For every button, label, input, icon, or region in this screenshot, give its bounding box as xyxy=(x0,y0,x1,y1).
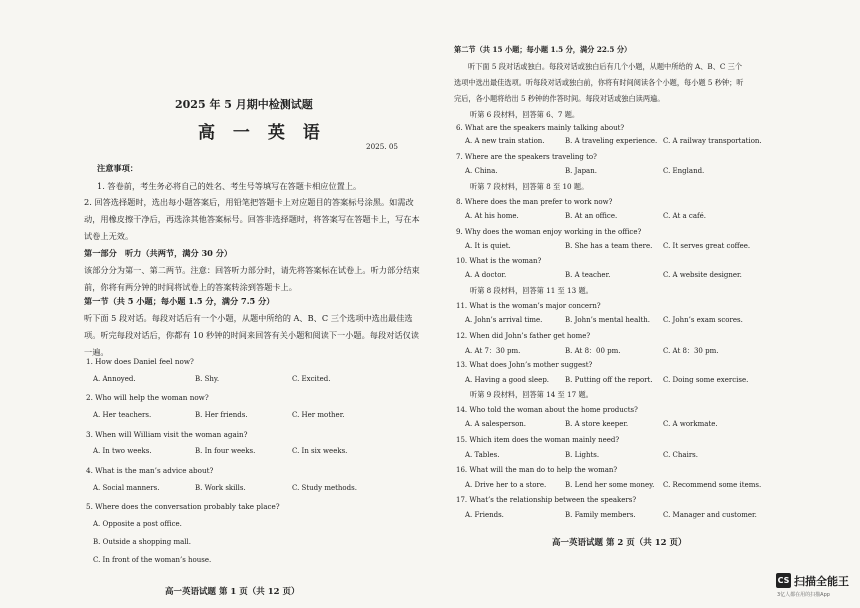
question: 10. What is the woman? xyxy=(456,257,542,265)
option-a: A. In two weeks. xyxy=(93,447,152,455)
material-instruction: 听第 6 段材料，回答第 6、7 题。 xyxy=(470,110,580,119)
option-a: A. A doctor. xyxy=(465,271,507,279)
option-b: B. Putting off the report. xyxy=(565,376,653,384)
option-c: C. Chairs. xyxy=(663,451,698,459)
option-c: C. It serves great coffee. xyxy=(663,242,751,250)
question: 16. What will the man do to help the woman? xyxy=(456,466,618,474)
material-instruction: 听第 8 段材料，回答第 11 至 13 题。 xyxy=(470,286,593,295)
question: 13. What does John’s mother suggest? xyxy=(456,361,593,369)
option-a: A. Tables. xyxy=(465,451,500,459)
question: 2. Who will help the woman now? xyxy=(86,393,209,402)
question: 17. What’s the relationship between the speakers? xyxy=(456,496,637,504)
section1-heading: 第一节（共 5 小题；每小题 1.5 分，满分 7.5 分） xyxy=(84,296,275,306)
subject-title: 高 一 英 语 xyxy=(198,123,326,143)
option-a: A. A salesperson. xyxy=(465,420,527,428)
option-b: B. Outside a shopping mall. xyxy=(93,538,191,546)
option-c: C. Manager and customer. xyxy=(663,511,757,519)
option-a: A. John’s arrival time. xyxy=(465,316,543,324)
option-c: C. A website designer. xyxy=(663,271,742,279)
option-c: C. Her mother. xyxy=(292,411,345,419)
option-c: C. John’s exam scores. xyxy=(663,316,743,324)
notice-heading: 注意事项： xyxy=(97,163,138,173)
option-b: B. Lend her some money. xyxy=(565,481,655,489)
option-b: B. A store keeper. xyxy=(565,420,629,428)
question: 5. Where does the conversation probably take place? xyxy=(86,502,280,511)
option-a: A. Drive her to a store. xyxy=(465,481,547,489)
section2-description-line: 选项中选出最佳选项。听每段对话或独白前，你将有时间阅读各个小题，每小题 5 秒钟；听 xyxy=(454,78,744,87)
option-a: A. At his home. xyxy=(465,212,519,220)
option-c: C. England. xyxy=(663,167,705,175)
option-a: A. Annoyed. xyxy=(93,375,136,383)
option-a: A. Friends. xyxy=(465,511,504,519)
page-footer: 高一英语试题 第 2 页（共 12 页） xyxy=(552,538,687,548)
option-a: A. A new train station. xyxy=(465,137,545,145)
option-c: C. A workmate. xyxy=(663,420,718,428)
option-a: A. At 7：30 pm. xyxy=(465,347,521,355)
option-c: C. A railway transportation. xyxy=(663,137,762,145)
option-a: A. China. xyxy=(465,167,498,175)
page-2 xyxy=(430,0,860,608)
notice-item-2: 2. 回答选择题时，选出每小题答案后，用铅笔把答题卡上对应题目的答案标号涂黑。如需改动，用橡皮擦干净后，再选涂其他答案标号。回答非选择题时，将答案写在答题卡上，写在本试卷上无效。 xyxy=(84,197,420,241)
watermark-app-name: 扫描全能王 xyxy=(794,575,849,588)
material-instruction: 听第 9 段材料，回答第 14 至 17 题。 xyxy=(470,390,593,399)
option-c: C. Recommend some items. xyxy=(663,481,762,489)
watermark-tagline: 3亿人都在用的扫描App xyxy=(777,592,830,598)
material-instruction: 听第 7 段材料，回答第 8 至 10 题。 xyxy=(470,182,589,191)
option-a: A. Social manners. xyxy=(93,484,160,492)
question: 14. Who told the woman about the home products? xyxy=(456,406,638,414)
notice-item-1: 1. 答卷前，考生务必将自己的姓名、考生号等填写在答题卡相应位置上。 xyxy=(97,181,362,191)
exam-date: 2025. 05 xyxy=(366,142,399,151)
option-b: B. A teacher. xyxy=(565,271,611,279)
question: 11. What is the woman’s major concern? xyxy=(456,302,601,310)
question: 1. How does Daniel feel now? xyxy=(86,357,194,366)
option-b: B. At 8：00 pm. xyxy=(565,347,621,355)
option-b: B. She has a team there. xyxy=(565,242,653,250)
option-c: C. At 8：30 pm. xyxy=(663,347,719,355)
option-b: B. At an office. xyxy=(565,212,618,220)
option-b: B. Family members. xyxy=(565,511,636,519)
question: 12. When did John’s father get home? xyxy=(456,332,591,340)
option-b: B. In four weeks. xyxy=(195,447,256,455)
option-b: B. A traveling experience. xyxy=(565,137,658,145)
option-c: C. Excited. xyxy=(292,375,331,383)
option-c: C. Study methods. xyxy=(292,484,357,492)
option-b: B. Lights. xyxy=(565,451,600,459)
option-c: C. In six weeks. xyxy=(292,447,348,455)
option-b: B. Her friends. xyxy=(195,411,248,419)
section2-description-line: 完后，各小题将给出 5 秒钟的作答时间。每段对话或独白读两遍。 xyxy=(454,94,665,103)
question: 8. Where does the man prefer to work now? xyxy=(456,198,613,206)
option-b: B. Work skills. xyxy=(195,484,246,492)
question: 4. What is the man’s advice about? xyxy=(86,466,214,475)
option-a: A. Her teachers. xyxy=(93,411,152,419)
question: 15. Which item does the woman mainly need? xyxy=(456,436,620,444)
section2-heading: 第二节（共 15 小题；每小题 1.5 分，满分 22.5 分） xyxy=(454,45,632,54)
part1-description: 该部分分为第一、第二两节。注意：回答听力部分时，请先将答案标在试卷上。听力部分结束前，你将有两分钟的时间将试卷上的答案转涂到答题卡上。 xyxy=(84,265,420,292)
option-a: A. Having a good sleep. xyxy=(465,376,550,384)
option-c: C. Doing some exercise. xyxy=(663,376,749,384)
option-b: B. John’s mental health. xyxy=(565,316,651,324)
option-b: B. Japan. xyxy=(565,167,597,175)
section2-description-line: 听下面 5 段对话或独白。每段对话或独白后有几个小题，从题中所给的 A、B、C 三个 xyxy=(468,62,743,71)
option-a: A. Opposite a post office. xyxy=(93,520,182,528)
page-footer: 高一英语试题 第 1 页（共 12 页） xyxy=(165,587,300,597)
part1-heading: 第一部分 听力（共两节，满分 30 分） xyxy=(84,248,233,258)
section1-description: 听下面 5 段对话。每段对话后有一个小题，从题中所给的 A、B、C 三个选项中选出最佳选项。听完每段对话后，你都有 10 秒钟的时间来回答有关小题和阅读下一小题。每段对话仅读一遍。 xyxy=(84,313,419,357)
option-b: B. Shy. xyxy=(195,375,220,383)
question: 3. When will William visit the woman again? xyxy=(86,430,248,439)
option-c: C. At a café. xyxy=(663,212,706,220)
question: 7. Where are the speakers traveling to? xyxy=(456,153,597,161)
question: 6. What are the speakers mainly talking about? xyxy=(456,124,625,132)
option-c: C. In front of the woman’s house. xyxy=(93,556,212,564)
exam-title: 2025 年 5 月期中检测试题 xyxy=(175,98,313,111)
option-a: A. It is quiet. xyxy=(465,242,511,250)
question: 9. Why does the woman enjoy working in the office? xyxy=(456,228,642,236)
camscanner-logo-icon: CS xyxy=(776,573,791,588)
